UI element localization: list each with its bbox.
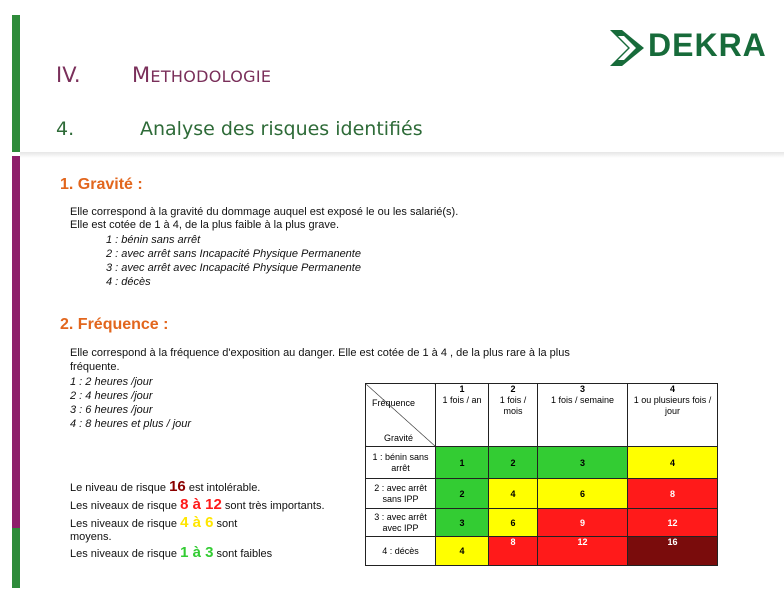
column-header-1: 1 1 fois / an (436, 384, 489, 447)
frequence-level-2: 2 : 4 heures /jour (70, 390, 153, 402)
matrix-cell: 2 (489, 447, 538, 479)
matrix-corner (366, 384, 436, 447)
risk-matrix (365, 383, 718, 566)
frequence-line-2: fréquente. (70, 361, 120, 373)
column-header-3: 3 1 fois / semaine (538, 384, 628, 447)
gravite-line-2: Elle est cotée de 1 à 4, de la plus faible à la plus grave. (70, 219, 340, 231)
gravite-title: 1. Gravité : (60, 176, 143, 193)
matrix-cell: 12 (538, 537, 628, 566)
gravite-level-4: 4 : décès (106, 276, 151, 288)
corner-frequence: Fréquence (372, 398, 416, 408)
matrix-cell: 8 (489, 537, 538, 566)
row-header-1: 1 : bénin sans arrêt (366, 447, 436, 479)
matrix-cell: 4 (628, 447, 718, 479)
accent-bar-green-bottom (12, 528, 20, 588)
legend-line-3-cont: moyens. (70, 531, 112, 543)
matrix-cell: 3 (538, 447, 628, 479)
matrix-cell: 12 (628, 509, 718, 537)
matrix-cell: 1 (436, 447, 489, 479)
frequence-title: 2. Fréquence : (60, 316, 169, 333)
matrix-cell: 8 (628, 479, 718, 509)
gravite-level-3: 3 : avec arrêt avec Incapacité Physique Permanente (106, 262, 361, 274)
subsection-title: Analyse des risques identifiés (140, 118, 423, 140)
legend-line-1: Le niveau de risque 16 est intolérable. (70, 478, 261, 495)
section-number: IV. (56, 63, 81, 87)
matrix-cell: 9 (538, 509, 628, 537)
logo-text: DEKRA (648, 27, 767, 63)
matrix-cell: 4 (489, 479, 538, 509)
matrix-cell: 16 (628, 537, 718, 566)
matrix-cell: 6 (489, 509, 538, 537)
matrix-cell: 4 (436, 537, 489, 566)
matrix-cell: 2 (436, 479, 489, 509)
gravite-level-1: 1 : bénin sans arrêt (106, 234, 201, 246)
gravite-level-2: 2 : avec arrêt sans Incapacité Physique Permanente (106, 248, 361, 260)
accent-bar-green-top (12, 15, 20, 152)
column-header-2: 2 1 fois / mois (489, 384, 538, 447)
frequence-level-3: 3 : 6 heures /jour (70, 404, 153, 416)
accent-bar-purple (12, 156, 20, 528)
matrix-cell: 6 (538, 479, 628, 509)
frequence-level-4: 4 : 8 heures et plus / jour (70, 418, 192, 430)
frequence-line-1: Elle correspond à la fréquence d'exposition au danger. Elle est cotée de 1 à 4 , de la plus rare à la plus (70, 347, 570, 359)
legend-line-4: Les niveaux de risque 1 à 3 sont faibles (70, 544, 273, 561)
frequence-level-1: 1 : 2 heures /jour (70, 376, 153, 388)
row-header-4: 4 : décès (366, 537, 436, 566)
legend-line-3: Les niveaux de risque 4 à 6 sont (70, 514, 238, 531)
section-title: METHODOLOGIE (132, 63, 272, 87)
gravite-line-1: Elle correspond à la gravité du dommage auquel est exposé le ou les salarié(s). (70, 206, 459, 218)
corner-gravite: Gravité (384, 433, 414, 443)
legend-line-2: Les niveaux de risque 8 à 12 sont très importants. (70, 496, 325, 513)
row-header-3: 3 : avec arrêt avec IPP (366, 509, 436, 537)
row-header-2: 2 : avec arrêt sans IPP (366, 479, 436, 509)
column-header-4: 4 1 ou plusieurs fois / jour (628, 384, 718, 447)
subsection-number: 4. (56, 118, 75, 140)
header-divider (20, 152, 784, 158)
matrix-cell: 3 (436, 509, 489, 537)
